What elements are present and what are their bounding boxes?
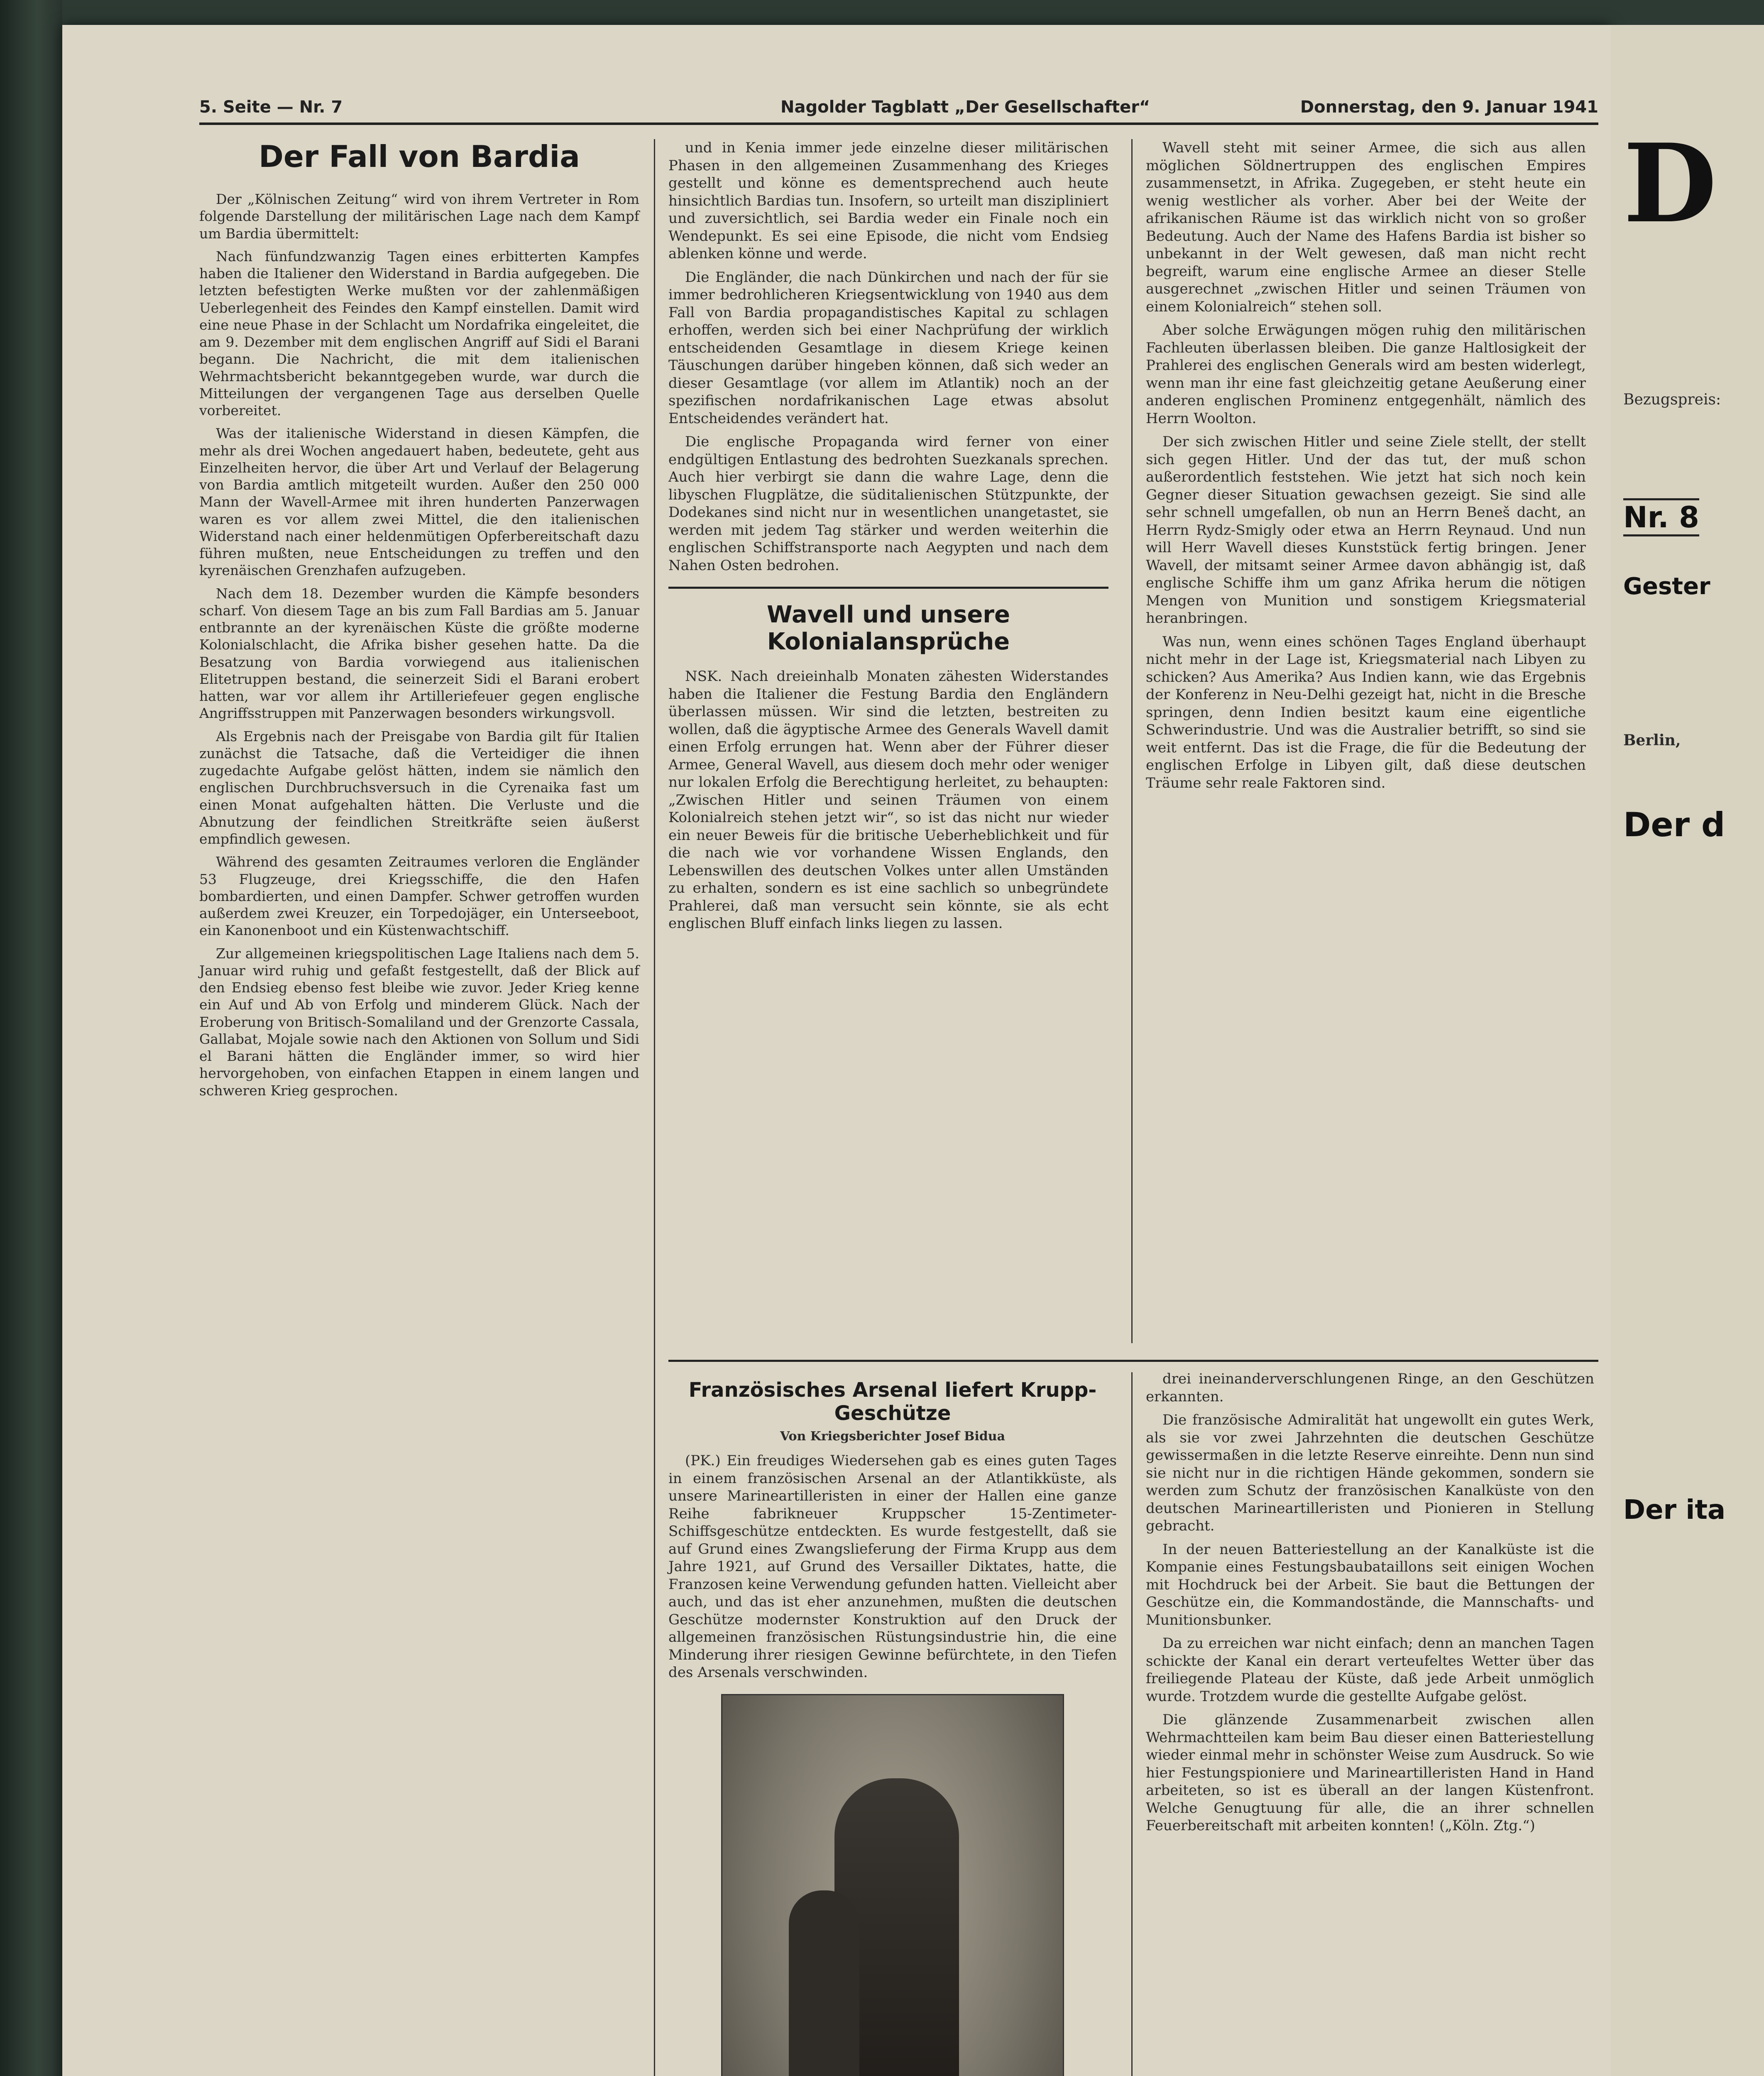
- article-paragraph: Was der italienische Widerstand in diesen Kämpfen, die mehr als drei Wochen angedauert haben, bedeutete, geht aus Einzelheiten hervor, die über Art und Verlauf der Belagerung von Bardia amtlich mitgeteilt wurden. Außer den 250 000 Mann der Wavell-Armee mit ihren hunderten Panzerwagen waren es vor allem zwei Mittel, die den italienischen Widerstand nach einer heldenmütigen Opferbereitschaft dazu führen mußten, neue Entscheidungen zu treffen und den kyrenäischen Grenzhafen aufzugeben.: [199, 425, 639, 579]
- article-paragraph: Wavell steht mit seiner Armee, die sich aus allen möglichen Söldnertruppen des englischen Empires zusammensetzt, in Afrika. Zugegeben, er steht heute ein wenig westlicher als vorher. Aber bei der Weite der afrikanischen Räume ist das wirklich nicht von so großer Bedeutung. Auch der Name des Hafens Bardia ist bisher so unbekannt in der Welt gewesen, daß man nicht recht begreift, warum eine englische Armee an dieser Stelle ausgerechnet „zwischen Hitler und seinen Träumen von einem Kolonialreich“ stehen soll.: [1146, 140, 1586, 315]
- next-page-headline: Der ita: [1623, 1495, 1726, 1525]
- article-paragraph: und in Kenia immer jede einzelne dieser militärischen Phasen in den allgemeinen Zusammenhang des Krieges gestellt und könne es dementsprechend auch heute hinsichtlich Bardias tun. Insofern, so urteilt man diszipliniert und zuversichtlich, sei Bardia weder ein Finale noch ein Wendepunkt. Es sei eine Episode, die nicht vom Endsieg ablenken könne und werde.: [668, 140, 1108, 262]
- next-page-snippet: Berlin,: [1623, 732, 1681, 749]
- column-rule: [1131, 139, 1133, 1343]
- article-paragraph: Der sich zwischen Hitler und seine Ziele stellt, der stellt sich gegen Hitler. Und der das tut, der muß schon außerordentlich feststehen. Wie jetzt hat sich noch kein Gegner dieser Situation gewachsen gezeigt. Sie sind alle sehr schnell umgefallen, ob nun an Herrn Beneš dacht, an Herrn Rydz-Smigly oder etwa an Herrn Reynaud. Und nun will Herr Wavell dieses Kunststück fertig bringen. Jener Wavell, der mitsamt seiner Armee davon abhängig ist, daß englische Schiffe ihm um ganz Afrika herum die nötigen Mengen von Munition und sonstigem Kriegsmaterial heranbringen.: [1146, 433, 1586, 627]
- adjacent-page-fragment: [1611, 25, 1764, 2076]
- column-rule: [654, 139, 655, 2076]
- article-paragraph: NSK. Nach dreieinhalb Monaten zähesten Widerstandes haben die Italiener die Festung Bardia den Engländern überlassen müssen. Wir sind die letzten, bestreiten zu wollen, daß die ägyptische Armee des Generals Wavell damit einen Erfolg errungen hat. Wenn aber der Führer dieser Armee, General Wavell, aus diesem doch mehr oder weniger nur lokalen Erfolg die Berechtigung herleitet, zu behaupten: „Zwischen Hitler und seinen Träumen von einem Kolonialreich stehen jetzt wir“, so ist das nicht nur wieder ein neuer Beweis für die britische Ueberheblichkeit und für die nach wie vor vorhandene Wissen Englands, den Lebenswillen des deutschen Volkes unter allen Umständen zu erhalten, sondern es ist eine sachlich so unbegründete Prahlerei, daß man versucht sein könnte, sie als echt englischen Bluff einfach links liegen zu lassen.: [668, 668, 1108, 932]
- article-paragraph: Zur allgemeinen kriegspolitischen Lage Italiens nach dem 5. Januar wird ruhig und gefaßt festgestellt, daß der Blick auf den Endsieg ebenso fest bleibe wie zuvor. Jeder Krieg kenne ein Auf und Ab von Erfolg und minderem Glück. Nach der Eroberung von Britisch-Somaliland und der Grenzorte Cassala, Gallabat, Mojale sowie nach den Aktionen von Sollum und Sidi el Barani hätten die Engländer immer, so wird hier hervorgehoben, von einfachen Etappen in einem langen und schweren Krieg gesprochen.: [199, 945, 639, 1099]
- krupp-left-column: [668, 1370, 1117, 2076]
- article-wavell-continuation: [1146, 139, 1586, 798]
- article-paragraph: Während des gesamten Zeitraumes verloren die Engländer 53 Flugzeuge, drei Kriegsschiffe, die den Hafen bombardierten, und einen Dampfer. Schwer getroffen wurden außerdem zwei Kreuzer, ein Torpedojäger, ein Unterseeboot, ein Kanonenboot und ein Küstenwachtschiff.: [199, 854, 639, 939]
- page-header: [199, 93, 1598, 125]
- newspaper-page: [62, 25, 1611, 2076]
- article-continuation: [668, 139, 1108, 938]
- article-paragraph: Da zu erreichen war nicht einfach; denn an manchen Tagen schickte der Kanal ein derart verteufeltes Wetter über das freiliegende Plateau der Küste, daß jede Arbeit unmöglich wurde. Trotzdem wurde die gestellte Aufgabe gelöst.: [1146, 1635, 1594, 1705]
- masthead-fragment: D: [1623, 120, 1717, 247]
- next-page-headline: Der d: [1623, 805, 1725, 844]
- article-krupp-geschuetze: [668, 1360, 1598, 1834]
- article-paragraph: (PK.) Ein freudiges Wiedersehen gab es eines guten Tages in einem französischen Arsenal an der Atlantikküste, als unsere Marineartilleristen in einer der Hallen eine ganze Reihe fabrikneuer Kruppscher 15-Zentimeter-Schiffsgeschütze entdeckten. Es wurde festgestellt, daß sie auf Grund eines Zwangslieferung der Firma Krupp aus dem Jahre 1921, auf Grund des Versailler Diktates, hatte, die Franzosen keine Verwendung gefunden hatten. Vielleicht aber auch, und das ist eher anzunehmen, mußten die deutschen Geschütze modernster Konstruktion auf den Druck der allgemeinen französischen Rüstungsindustrie hin, die eine Minderung ihrer riesigen Gewinne befürchtete, in den Tiefen des Arsenals verschwinden.: [668, 1452, 1117, 1681]
- article-paragraph: Die glänzende Zusammenarbeit zwischen allen Wehrmachtteilen kam beim Bau dieser einen Batteriestellung wieder einmal mehr in schönster Weise zum Ausdruck. So wie hier Festungspioniere und Marineartilleristen Hand in Hand arbeiteten, so ist es überall an der langen Küstenfront. Welche Genugtuung für alle, die an ihrer schnellen Feuerbereitschaft mit arbeiten konnten! („Köln. Ztg.“): [1146, 1711, 1594, 1834]
- next-page-snippet: Bezugspreis:: [1623, 391, 1721, 408]
- article-headline: Französisches Arsenal liefert Krupp-Geschütze: [688, 1378, 1097, 1425]
- article-paragraph: Als Ergebnis nach der Preisgabe von Bardia gilt für Italien zunächst die Tatsache, daß die Verteidiger die ihnen zugedachte Aufgabe gelöst hätten, indem sie nämlich den englischen Durchbruchsversuch in die Cyrenaika fast um einen Monat aufgehalten hätten. Die Verluste und die Abnutzung der feindlichen Streitkräfte seien äußerst empfindlich gewesen.: [199, 728, 639, 847]
- krupp-right-column: [1146, 1370, 1594, 1841]
- photo-figure-child: [789, 1890, 859, 2076]
- column-rule: [1131, 1372, 1133, 2076]
- article-paragraph: Nach dem 18. Dezember wurden die Kämpfe besonders scharf. Von diesem Tage an bis zum Fall Bardias am 5. Januar entbrannte an der kyrenäischen Küste die größte moderne Kolonialschlacht, die Afrika bisher gesehen hatte. Da die Besatzung von Bardia vorwiegend aus italienischen Elitetruppen bestand, die seinerzeit Sidi el Barani erobert hatten, war vor allem ihr Artilleriefeuer gegen englische Angriffsstruppen mit Panzerwagen besonders wirkungsvoll.: [199, 585, 639, 722]
- article-paragraph: Die französische Admiralität hat ungewollt ein gutes Werk, als sie vor zwei Jahrzehnten die deutschen Geschütze gewissermaßen in die letzte Reserve einreihte. Denn nun sind sie nicht nur in die richtigen Hände gekommen, sondern sie werden zum Schutz der französischen Kanalküste von den deutschen Marineartilleristen und Pionieren in Stellung gebracht.: [1146, 1412, 1594, 1534]
- article-byline: Von Kriegsberichter Josef Bidua: [780, 1429, 1006, 1444]
- page-content: [199, 93, 1611, 2076]
- article-headline: Der Fall von Bardia: [259, 139, 580, 174]
- next-page-issue-number: Nr. 8: [1623, 498, 1699, 536]
- header-paper-title: Nagolder Tagblatt „Der Gesellschafter“: [780, 98, 1150, 117]
- binding-edge: [0, 0, 62, 2076]
- article-paragraph: In der neuen Batteriestellung an der Kanalküste ist die Kompanie eines Festungsbaubataillons seit einigen Wochen mit Hochdruck bei der Arbeit. Sie baut die Bettungen der Geschütze ein, die Kommandostände, die Mannschafts- und Munitionsbunker.: [1146, 1541, 1594, 1628]
- news-photo: [721, 1694, 1064, 2076]
- article-paragraph: Die englische Propaganda wird ferner von einer endgültigen Entlastung des bedrohten Suezkanals sprechen. Auch hier verbirgt sie dann die wahre Lage, denn die libyschen Flugplätze, die süditalienischen Stützpunkte, der Dodekanes sind nicht nur in wesentlichen unangetastet, sie werden mit jedem Tag stärker und werden weiterhin die englischen Schiffstransporte nach Aegypten und nach dem Nahen Osten bedrohen.: [668, 433, 1108, 574]
- article-paragraph: Aber solche Erwägungen mögen ruhig den militärischen Fachleuten überlassen bleiben. Die ganze Haltlosigkeit der Prahlerei des englischen Generals wird am besten widerlegt, wenn man ihr eine fast gleichzeitig getane Aeußerung einer anderen englischen Prominenz entgegenhält, nämlich des Herrn Woolton.: [1146, 322, 1586, 427]
- header-date: Donnerstag, den 9. Januar 1941: [1300, 98, 1598, 117]
- header-page-number: 5. Seite — Nr. 7: [199, 98, 343, 117]
- article-headline: Wavell und unsere Kolonialansprüche: [668, 587, 1108, 655]
- article-fall-von-bardia: [199, 139, 639, 1105]
- article-paragraph: Die Engländer, die nach Dünkirchen und nach der für sie immer bedrohlicheren Kriegsentwicklung von 1940 aus dem Fall von Bardia propagandistisches Kapital zu schlagen erhoffen, werden sich bei einer Nachprüfung der wirklich entscheidenden Gesamtlage in diesem Kriege keinen Täuschungen darüber hingeben können, daß sich weder an dieser Gesamtlage (vor allem im Atlantik) noch an der spezifischen nordafrikanischen Lage etwas absolut Entscheidendes verändert hat.: [668, 269, 1108, 427]
- article-paragraph: Der „Kölnischen Zeitung“ wird von ihrem Vertreter in Rom folgende Darstellung der militärischen Lage nach dem Kampf um Bardia übermittelt:: [199, 191, 639, 242]
- article-paragraph: drei ineinanderverschlungenen Ringe, an den Geschützen erkannten.: [1146, 1371, 1594, 1405]
- article-paragraph: Was nun, wenn eines schönen Tages England überhaupt nicht mehr in der Lage ist, Kriegsmaterial nach Libyen zu schicken? Aus Amerika? Aus Indien kann, wie das Ergebnis der Konferenz in Neu-Delhi gezeigt hat, nicht in die Bresche springen, denn Indien besitzt kaum eine eigentliche Schwerindustrie. Und was die Australier betrifft, so sind sie weit entfernt. Das ist die Frage, die für die Bedeutung der englischen Erfolge in Libyen gilt, daß diese deutschen Träume sehr reale Faktoren sind.: [1146, 633, 1586, 791]
- next-page-snippet: Gester: [1623, 573, 1710, 600]
- article-paragraph: Nach fünfundzwanzig Tagen eines erbitterten Kampfes haben die Italiener den Widerstand in Bardia aufgegeben. Die letzten befestigten Werke mußten vor der zahlenmäßigen Ueberlegenheit des Feindes den Kampf einstellen. Damit wird eine neue Phase in der Schlacht um Nordafrika eingeleitet, die am 9. Dezember mit dem englischen Angriff auf Sidi el Barani begann. Die Nachricht, die mit dem italienischen Wehrmachtsbericht bekanntgegeben wurde, war durch die Mitteilungen der vergangenen Tage aus derselben Quelle vorbereitet.: [199, 248, 639, 419]
